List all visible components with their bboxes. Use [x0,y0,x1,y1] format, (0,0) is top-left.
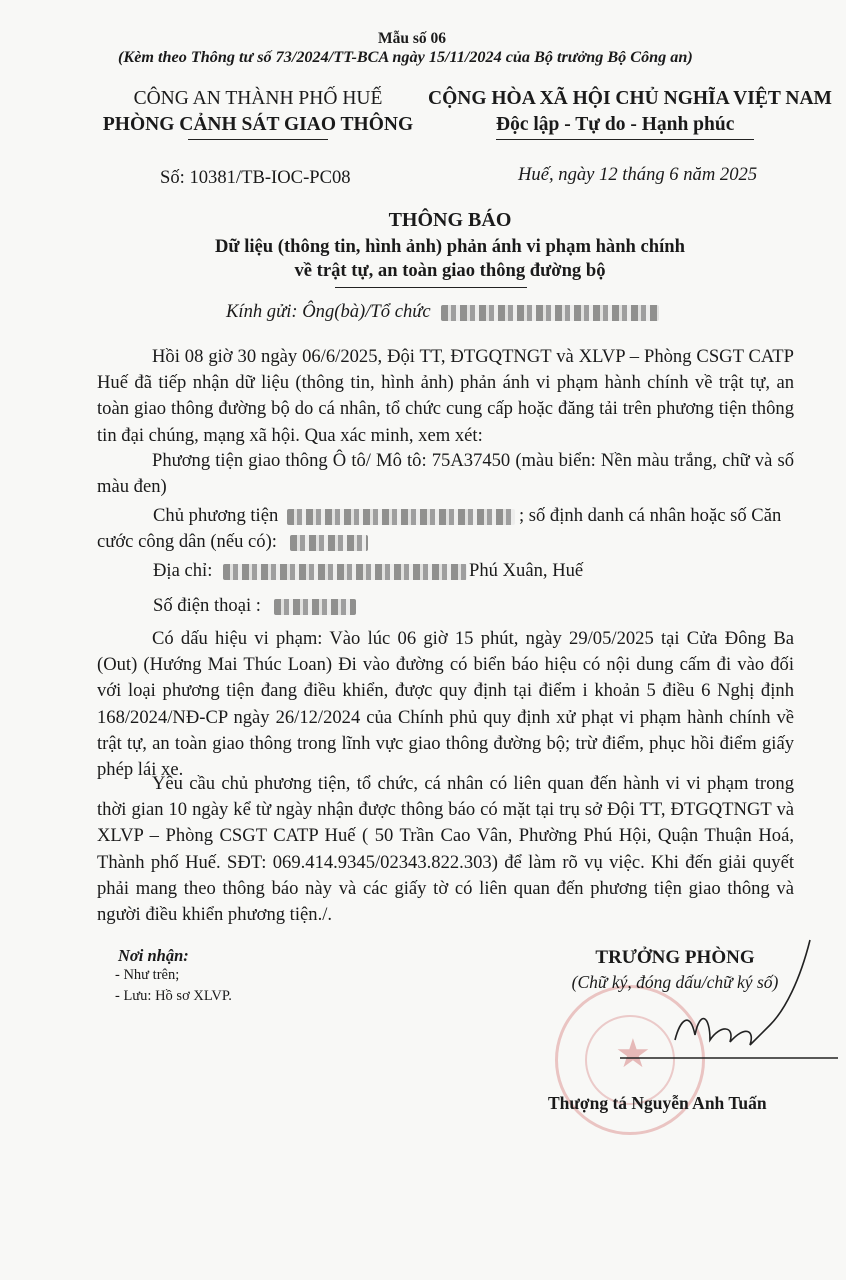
phone-line [153,595,356,617]
owner-label: Chủ phương tiện [153,505,279,526]
form-reference: (Kèm theo Thông tư số 73/2024/TT-BCA ngày 15/11/2024 của Bộ trưởng Bộ Công an) [118,48,693,66]
owner-suffix: ; số định danh cá nhân hoặc số Căn [518,505,782,526]
recipient-item: - Lưu: Hồ sơ XLVP. [115,988,232,1004]
document-number: Số: 10381/TB-IOC-PC08 [160,167,351,188]
id-label: cước công dân (nếu có): [97,531,277,552]
address-line [153,560,583,582]
signature-title: TRƯỞNG PHÒNG [595,947,755,968]
redacted-id [290,535,368,551]
issuer-underline [188,139,328,140]
redacted-owner [287,509,515,525]
handwritten-signature [560,930,840,1080]
signer-name: Thượng tá Nguyễn Anh Tuấn [548,1093,767,1113]
motto-underline [496,139,754,140]
form-number: Mẫu số 06 [378,30,447,47]
issuer-line1: CÔNG AN THÀNH PHỐ HUẾ [133,88,383,109]
address-label: Địa chỉ: [153,560,213,581]
title-underline [335,287,527,288]
vehicle-paragraph: Phương tiện giao thông Ô tô/ Mô tô: 75A37450 (màu biển: Nền màu trắng, chữ và số màu đen) [97,450,794,498]
recipient-label: Kính gửi: Ông(bà)/Tổ chức [226,301,431,322]
id-line [97,531,368,553]
signature-note: (Chữ ký, đóng dấu/chữ ký số) [571,972,779,992]
seal-star-icon: ★ [615,1031,651,1076]
national-motto: Độc lập - Tự do - Hạnh phúc [496,114,735,135]
recipient-item: - Như trên; [115,967,180,983]
issuer-line2: PHÒNG CẢNH SÁT GIAO THÔNG [102,114,414,135]
address-suffix: Phú Xuân, Huế [469,560,584,581]
notice-subtitle-2: về trật tự, an toàn giao thông đường bộ [294,260,606,281]
phone-label: Số điện thoại : [153,595,261,616]
place-date: Huế, ngày 12 tháng 6 năm 2025 [518,164,758,185]
request-paragraph: Yêu cầu chủ phương tiện, tổ chức, cá nhân có liên quan đến hành vi vi phạm trong thời gian 10 ngày kể từ ngày nhận được thông báo có mặt tại trụ sở Đội TT, ĐTGQTNGT và XLVP – Phòng CSGT CATP Huế ( 50 Trần Cao Vân, Phường Phú Hội, Quận Thuận Hoá, Thành phố Huế. SĐT: 069.414.9345/02343.822.303) để làm rõ vụ việc. Khi đến giải quyết phải mang theo thông báo này và các giấy tờ có liên quan đến phương tiện giao thông và người điều khiển phương tiện./. [97,773,794,926]
recipients-heading: Nơi nhận: [118,946,189,965]
redacted-recipient [441,305,659,321]
redacted-phone [274,599,356,615]
owner-line [153,505,781,527]
intro-paragraph: Hồi 08 giờ 30 ngày 06/6/2025, Đội TT, ĐTGQTNGT và XLVP – Phòng CSGT CATP Huế đã tiếp nhận dữ liệu (thông tin, hình ảnh) phản ánh vi phạm hành chính về trật tự, an toàn giao thông đường bộ do cá nhân, tổ chức cung cấp hoặc đăng tải trên phương tiện thông tin đại chúng, mạng xã hội. Qua xác minh, xem xét: [97,346,794,446]
notice-subtitle-1: Dữ liệu (thông tin, hình ảnh) phản ánh vi phạm hành chính [214,236,685,257]
national-title: CỘNG HÒA XÃ HỘI CHỦ NGHĨA VIỆT NAM [428,88,832,109]
notice-heading: THÔNG BÁO [388,209,512,231]
violation-paragraph: Có dấu hiệu vi phạm: Vào lúc 06 giờ 15 phút, ngày 29/05/2025 tại Cửa Đông Ba (Out) (Hướng Mai Thúc Loan) Đi vào đường có biển báo hiệu có nội dung cấm đi vào đối với loại phương tiện đang điều khiển, được quy định tại điểm i khoản 5 điều 6 Nghị định 168/2024/NĐ-CP ngày 26/12/2024 của Chính phủ quy định xử phạt vi phạm hành chính về trật tự, an toàn giao thông trong lĩnh vực giao thông đường bộ; trừ điểm, phục hồi điểm giấy phép lái xe. [97,628,794,781]
recipient-line [226,301,659,323]
redacted-address [223,564,467,580]
